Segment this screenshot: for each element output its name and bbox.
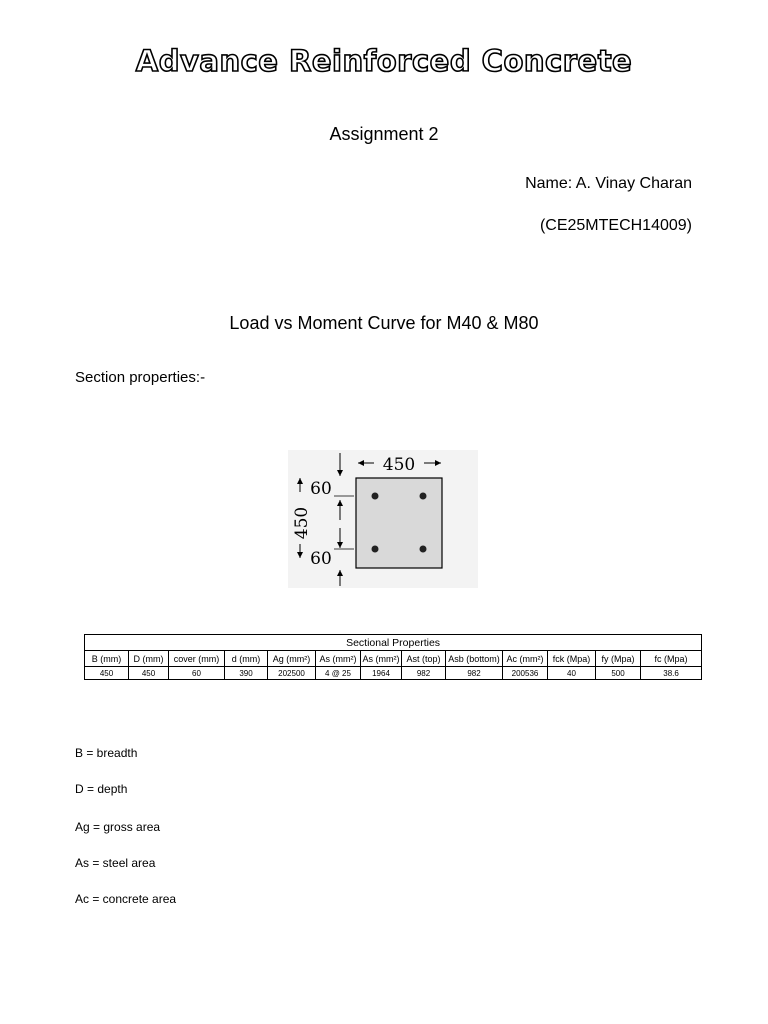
table-header: D (mm) xyxy=(129,651,169,667)
definition-breadth: B = breadth xyxy=(75,746,138,760)
rebar-top-left xyxy=(372,493,379,500)
width-label: 450 xyxy=(382,455,416,475)
table-cell: 982 xyxy=(402,667,446,680)
definition-steel-area: As = steel area xyxy=(75,856,156,870)
student-name: Name: A. Vinay Charan xyxy=(525,175,692,192)
table-cell: 450 xyxy=(129,667,169,680)
definition-depth: D = depth xyxy=(75,782,128,796)
table-cell: 500 xyxy=(596,667,641,680)
table-header: d (mm) xyxy=(225,651,268,667)
table-caption: Sectional Properties xyxy=(85,635,702,651)
table-row xyxy=(85,667,702,680)
rebar-bottom-left xyxy=(372,546,379,553)
section-properties-label: Section properties:- xyxy=(75,369,206,386)
column-section-figure xyxy=(288,450,478,588)
definition-concrete-area: Ac = concrete area xyxy=(75,892,177,906)
table-cell: 40 xyxy=(548,667,596,680)
table-cell: 390 xyxy=(225,667,268,680)
table-header: As (mm²) xyxy=(361,651,402,667)
assignment-heading: Assignment 2 xyxy=(329,124,439,144)
bottom-cover-label: 60 xyxy=(310,549,332,569)
table-cell: 200536 xyxy=(503,667,548,680)
student-roll-number: (CE25MTECH14009) xyxy=(539,217,692,234)
table-header: Asb (bottom) xyxy=(446,651,503,667)
table-header: As (mm²) xyxy=(316,651,361,667)
definition-gross-area: Ag = gross area xyxy=(75,820,161,834)
rebar-bottom-right xyxy=(420,546,427,553)
section-heading: Load vs Moment Curve for M40 & M80 xyxy=(229,313,539,333)
top-cover-label: 60 xyxy=(310,479,332,499)
table-cell: 202500 xyxy=(268,667,316,680)
table-header: Ast (top) xyxy=(402,651,446,667)
table-header: fck (Mpa) xyxy=(548,651,596,667)
table-cell: 1964 xyxy=(361,667,402,680)
table-cell: 4 @ 25 xyxy=(316,667,361,680)
document-title: Advance Reinforced Concrete xyxy=(135,44,633,78)
table-header: fc (Mpa) xyxy=(641,651,702,667)
table-header: fy (Mpa) xyxy=(596,651,641,667)
sectional-properties-table xyxy=(84,634,702,680)
table-header: B (mm) xyxy=(85,651,129,667)
table-cell: 38.6 xyxy=(641,667,702,680)
table-cell: 982 xyxy=(446,667,503,680)
concrete-section xyxy=(356,478,442,568)
table-cell: 60 xyxy=(169,667,225,680)
table-header: Ac (mm²) xyxy=(503,651,548,667)
table-cell: 450 xyxy=(85,667,129,680)
rebar-top-right xyxy=(420,493,427,500)
table-header: Ag (mm²) xyxy=(268,651,316,667)
table-header: cover (mm) xyxy=(169,651,225,667)
height-label: 450 xyxy=(292,506,312,540)
table-header-row xyxy=(85,651,702,667)
